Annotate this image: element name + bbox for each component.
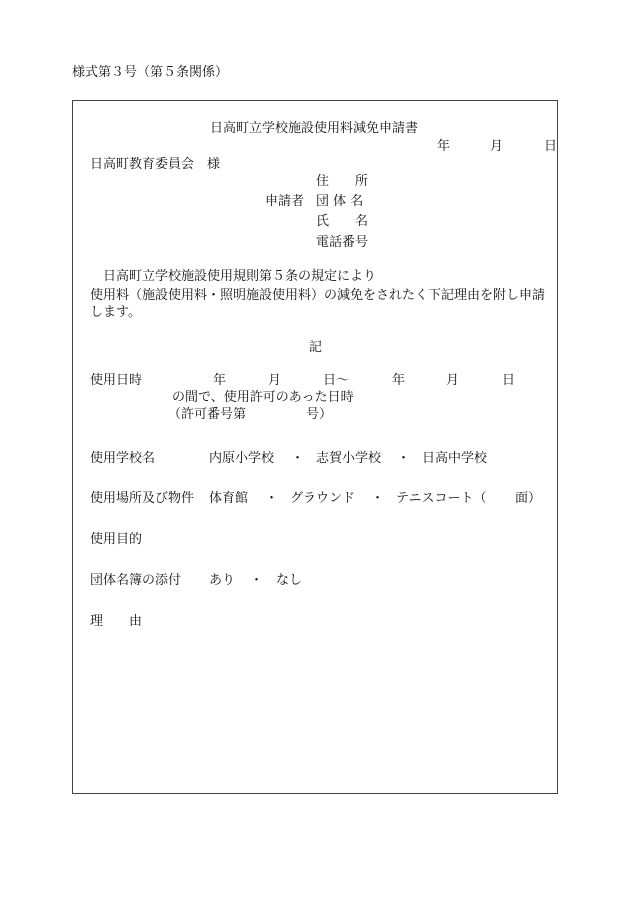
roster-separator: ・: [250, 573, 264, 588]
roster-label: 団体名簿の添付: [90, 573, 182, 588]
form-title: 日高町立学校施設使用料減免申請書: [210, 121, 419, 136]
school-separator: ・: [291, 451, 305, 466]
place-option-ground: グラウンド: [290, 491, 356, 506]
ki-heading: 記: [309, 340, 323, 355]
place-option-gym: 体育館: [209, 491, 249, 506]
body-text-line2: 使用料（施設使用料・照明施設使用料）の減免をされたく下記理由を附し申請: [90, 288, 546, 303]
school-option-uchihara: 内原小学校: [209, 451, 275, 466]
purpose-label: 使用目的: [90, 532, 143, 547]
start-year-label: 年: [213, 373, 227, 388]
court-count-suffix: 面）: [515, 491, 542, 506]
start-month-label: 月: [268, 373, 282, 388]
place-option-tennis-court: テニスコート（: [396, 491, 487, 506]
reason-label: 理 由: [90, 614, 143, 629]
name-field-label: 氏 名: [316, 214, 369, 229]
permit-number-open: （許可番号第: [168, 407, 247, 422]
date-month-label: 月: [490, 139, 504, 154]
end-day-label: 日: [502, 373, 516, 388]
permit-number-close: 号）: [306, 407, 333, 422]
school-option-shiga: 志賀小学校: [316, 451, 382, 466]
group-name-field-label: 団 体 名: [316, 194, 364, 209]
phone-field-label: 電話番号: [316, 235, 369, 250]
application-form: [72, 100, 558, 794]
date-year-label: 年: [437, 139, 451, 154]
body-text-line3: します。: [90, 305, 141, 320]
roster-option-yes: あり: [209, 573, 236, 588]
usage-datetime-label: 使用日時: [90, 373, 143, 388]
end-month-label: 月: [446, 373, 460, 388]
start-day-label: 日～: [323, 373, 350, 388]
applicant-label: 申請者: [265, 194, 305, 209]
school-separator: ・: [397, 451, 411, 466]
addressee: 日高町教育委員会 様: [90, 157, 221, 172]
roster-option-no: なし: [276, 573, 303, 588]
address-field-label: 住 所: [316, 174, 369, 189]
school-label: 使用学校名: [90, 451, 156, 466]
place-separator: ・: [371, 491, 385, 506]
end-year-label: 年: [392, 373, 406, 388]
place-separator: ・: [265, 491, 279, 506]
body-text-line1: 日高町立学校施設使用規則第５条の規定により: [103, 269, 377, 284]
place-label: 使用場所及び物件: [90, 491, 195, 506]
usage-note: の間で、使用許可のあった日時: [172, 390, 354, 405]
school-option-hidaka-jhs: 日高中学校: [422, 451, 488, 466]
date-day-label: 日: [544, 139, 558, 154]
form-number: 様式第３号（第５条関係）: [72, 65, 229, 80]
